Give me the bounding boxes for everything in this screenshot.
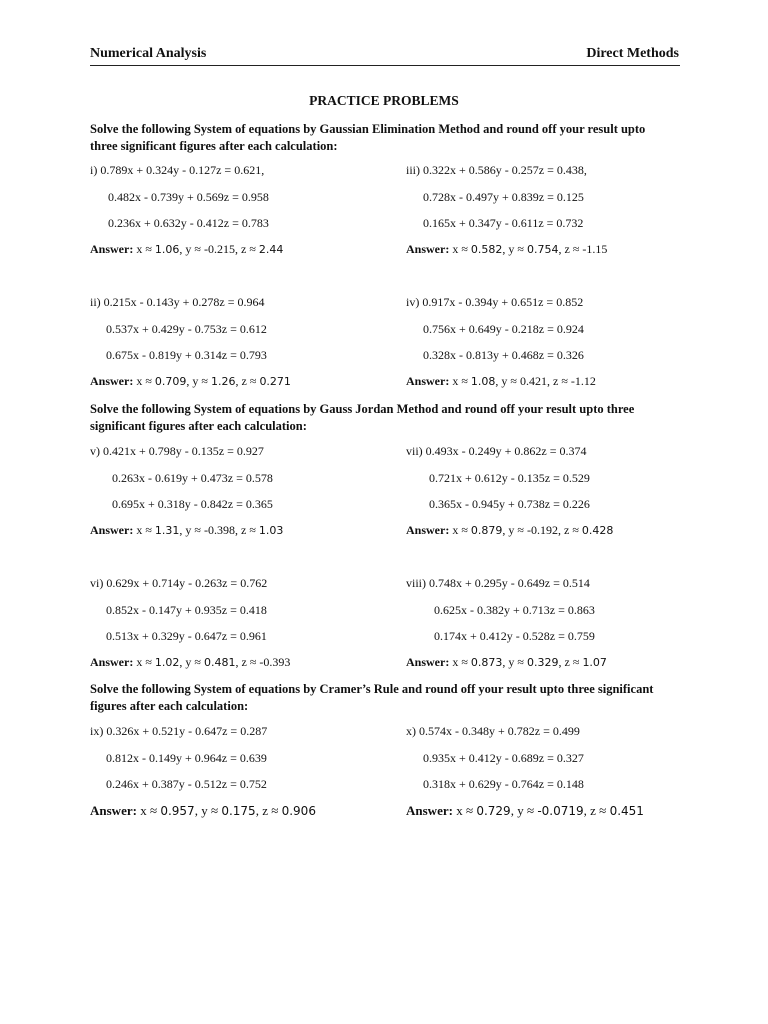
answer-label: Answer:	[90, 655, 134, 669]
answer-z-value: 0.451	[609, 804, 644, 818]
answer-x-prefix: x ≈	[452, 655, 471, 669]
equation-line: 0.756x + 0.649y - 0.218z = 0.924	[423, 322, 584, 336]
answer-line	[90, 523, 283, 538]
answer-rest: , y ≈	[194, 803, 222, 818]
answer-x-value: 1.06	[154, 243, 180, 256]
answer-line	[406, 803, 644, 819]
equation-line: 0.246x + 0.387y - 0.512z = 0.752	[106, 777, 267, 791]
answer-x-value: 0.582	[470, 243, 503, 256]
equation-line: ix) 0.326x + 0.521y - 0.647z = 0.287	[90, 724, 268, 738]
answer-x-value: 0.873	[470, 656, 503, 669]
answer-x-prefix: x ≈	[136, 523, 155, 537]
equation-line: 0.935x + 0.412y - 0.689z = 0.327	[423, 751, 584, 765]
answer-x-prefix: x ≈	[136, 655, 155, 669]
answer-x-prefix: x ≈	[140, 803, 161, 818]
equation-line: 0.728x - 0.497y + 0.839z = 0.125	[423, 190, 584, 204]
answer-x-prefix: x ≈	[456, 803, 477, 818]
equation-line: 0.318x + 0.629y - 0.764z = 0.148	[423, 777, 584, 791]
answer-line	[406, 523, 613, 538]
answer-y-value: 0.481	[204, 656, 236, 669]
answer-line	[90, 655, 290, 670]
answer-line	[90, 374, 291, 389]
answer-label: Answer:	[406, 374, 450, 388]
answer-x-value: 1.08	[470, 375, 496, 388]
section-instruction-gauss-jordan: Solve the following System of equations by Gauss Jordan Method and round off your result upto three significant figures after each calculation:	[90, 402, 635, 433]
answer-label: Answer:	[90, 374, 134, 388]
answer-tail: , z ≈	[255, 803, 282, 818]
equation-line: 0.482x - 0.739y + 0.569z = 0.958	[108, 190, 269, 204]
answer-tail: , z ≈	[235, 374, 260, 388]
answer-rest: , y ≈ 0.421, z ≈ -1.12	[495, 374, 596, 388]
answer-x-value: 0.957	[160, 804, 195, 818]
equation-line: 0.365x - 0.945y + 0.738z = 0.226	[429, 497, 590, 511]
answer-x-prefix: x ≈	[452, 242, 471, 256]
equation-line: 0.328x - 0.813y + 0.468z = 0.326	[423, 348, 584, 362]
answer-label: Answer:	[406, 655, 450, 669]
answer-z-value: 0.906	[281, 804, 316, 818]
equation-line: 0.263x - 0.619y + 0.473z = 0.578	[112, 471, 273, 485]
header-rule	[90, 65, 680, 66]
answer-y-value: 1.26	[211, 375, 236, 388]
equation-line: iii) 0.322x + 0.586y - 0.257z = 0.438,	[406, 163, 587, 177]
equation-line: vi) 0.629x + 0.714y - 0.263z = 0.762	[90, 576, 268, 590]
answer-label: Answer:	[406, 242, 450, 256]
answer-line	[90, 803, 316, 819]
equation-line: x) 0.574x - 0.348y + 0.782z = 0.499	[406, 724, 580, 738]
answer-line	[406, 655, 607, 670]
equation-line: 0.537x + 0.429y - 0.753z = 0.612	[106, 322, 267, 336]
answer-y-value: 0.175	[221, 804, 256, 818]
equation-line: 0.675x - 0.819y + 0.314z = 0.793	[106, 348, 267, 362]
answer-x-value: 0.879	[470, 524, 503, 537]
answer-y-value: 0.754	[527, 243, 559, 256]
equation-line: 0.513x + 0.329y - 0.647z = 0.961	[106, 629, 267, 643]
answer-z-value: 2.44	[258, 243, 284, 256]
answer-y-value: -0.0719	[537, 804, 584, 818]
answer-rest: , y ≈	[502, 655, 528, 669]
equation-line: 0.165x + 0.347y - 0.611z = 0.732	[423, 216, 584, 230]
answer-label: Answer:	[90, 242, 134, 256]
answer-tail: , z ≈	[583, 803, 610, 818]
answer-rest: , y ≈	[502, 242, 528, 256]
answer-x-value: 1.02	[154, 656, 180, 669]
equation-line: 0.236x + 0.632y - 0.412z = 0.783	[108, 216, 269, 230]
answer-rest: , y ≈	[186, 374, 212, 388]
equation-line: vii) 0.493x - 0.249y + 0.862z = 0.374	[406, 444, 587, 458]
answer-label: Answer:	[406, 803, 453, 818]
section-instruction-gaussian: Solve the following System of equations by Gaussian Elimination Method and round off your result upto three significant figures after each calculation:	[90, 122, 646, 153]
answer-x-value: 1.31	[154, 524, 180, 537]
answer-z-value: 1.07	[582, 656, 607, 669]
section-instruction-cramers-rule: Solve the following System of equations by Cramer’s Rule and round off your result upto three significant figures after each calculation:	[90, 682, 654, 713]
answer-rest: , y ≈ -0.215, z ≈	[179, 242, 259, 256]
equation-line: iv) 0.917x - 0.394y + 0.651z = 0.852	[406, 295, 584, 309]
header-course-title: Numerical Analysis	[90, 46, 207, 61]
answer-z-value: 1.03	[258, 524, 284, 537]
answer-x-prefix: x ≈	[136, 242, 155, 256]
answer-tail: , z ≈ -0.393	[235, 655, 291, 669]
equation-line: viii) 0.748x + 0.295y - 0.649z = 0.514	[406, 576, 590, 590]
answer-line	[406, 242, 607, 257]
header-chapter-title: Direct Methods	[586, 46, 679, 61]
answer-rest: , y ≈ -0.192, z ≈	[502, 523, 582, 537]
equation-line: v) 0.421x + 0.798y - 0.135z = 0.927	[90, 444, 264, 458]
answer-x-prefix: x ≈	[452, 374, 471, 388]
page-header	[90, 46, 679, 64]
answer-x-value: 0.729	[476, 804, 511, 818]
answer-line	[90, 242, 283, 257]
answer-x-value: 0.709	[154, 375, 187, 388]
answer-tail: , z ≈	[558, 655, 583, 669]
answer-z-value: 0.428	[581, 524, 614, 537]
equation-line: ii) 0.215x - 0.143y + 0.278z = 0.964	[90, 295, 265, 309]
equation-line: 0.721x + 0.612y - 0.135z = 0.529	[429, 471, 590, 485]
answer-label: Answer:	[406, 523, 450, 537]
equation-line: 0.625x - 0.382y + 0.713z = 0.863	[434, 603, 595, 617]
answer-rest: , y ≈	[179, 655, 205, 669]
equation-line: i) 0.789x + 0.324y - 0.127z = 0.621,	[90, 163, 265, 177]
answer-x-prefix: x ≈	[452, 523, 471, 537]
answer-rest: , y ≈ -0.398, z ≈	[179, 523, 259, 537]
answer-x-prefix: x ≈	[136, 374, 155, 388]
equation-line: 0.852x - 0.147y + 0.935z = 0.418	[106, 603, 267, 617]
equation-line: 0.695x + 0.318y - 0.842z = 0.365	[112, 497, 273, 511]
answer-line	[406, 374, 596, 389]
equation-line: 0.812x - 0.149y + 0.964z = 0.639	[106, 751, 267, 765]
answer-rest: , y ≈	[510, 803, 538, 818]
answer-z-value: 0.271	[259, 375, 291, 388]
answer-label: Answer:	[90, 803, 137, 818]
answer-tail: , z ≈ -1.15	[558, 242, 608, 256]
answer-y-value: 0.329	[527, 656, 559, 669]
equation-line: 0.174x + 0.412y - 0.528z = 0.759	[434, 629, 595, 643]
answer-label: Answer:	[90, 523, 134, 537]
page-title: PRACTICE PROBLEMS	[309, 93, 459, 108]
